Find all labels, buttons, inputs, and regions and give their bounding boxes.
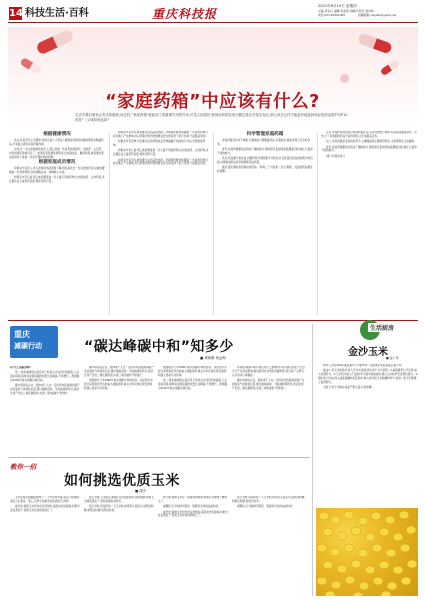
corn-kernels-icon — [316, 508, 418, 596]
paragraph: 看颗粒:玉米粒排列紧密、饱满有光泽的品质较好。 — [163, 505, 221, 509]
carbon-kicker-badge — [10, 326, 58, 358]
carbon-column-2 — [84, 366, 154, 454]
paragraph: 总之,家庭药箱是家庭的好帮手,合理储备和正确使用药品,才能保障家人的健康。 — [326, 140, 417, 144]
page-number: 14 — [9, 8, 23, 19]
recipe-steps: 做法:1.将玉米粒洗净,放入开水中煮熟,捞出沥干水分备用。2.咸蛋黄用勺子压碎,加入料酒拌匀。3.玉米粒中加入干淀粉拌匀,锅中放油烧热,倒入玉米粒炸至金黄色捞出。4.锅中留少许油,放入咸蛋黄翻炒至起泡沫,倒入炸好的玉米粒翻炒均匀,使每一粒玉米都裹上蛋黄即可。 — [318, 369, 418, 384]
kicker-theme: 减碳行动 — [14, 342, 42, 350]
corn-column-1 — [10, 496, 80, 596]
paragraph: 碳中和是指企业、团体或个人在一定时间内直接或间接产生的温室气体排放总量,通过植树造林、节能减排等形式,抵消自身产生的二氧化碳排放,实现二氧化碳的"零排放"。 — [84, 366, 154, 377]
paragraph: 其实,并没有什么所谓的"家庭必备十大药品",根据家庭情况的健康情况来储备药品,才是最合适的家庭药箱选择。 — [9, 138, 104, 146]
paragraph: 如果家中有孕妇,就需要注意药品的选择。孕期用药要非常谨慎,一些常用药物可能对胎儿产生影响,所以药箱中的药物需要在医生的指导下进行选择,不能随意用药。 — [113, 131, 209, 138]
paragraph: 最后,要定期检查药箱中的药品,一般每三个月检查一次,过期的、变质的药品要及时清理。 — [217, 166, 313, 174]
paragraph: 看外皮:新鲜玉米的外皮呈翠绿色,摸起来比较湿润;如果外皮发黄发干,说明玉米存放时间较长了。 — [158, 510, 228, 518]
paragraph: 答:二氧化碳排放总量在某个时间点达到历史最高值,之后逐步回落,简单来说就是碳排放量达到峰值,不再增长。我国提出2030年前实现碳达峰目标。 — [10, 371, 80, 382]
paragraph: 其次,药品要分类存放,内服药和外用药要分开存放,并且保留好药品的说明书和包装,以便查看药品的有效期和用法用量。 — [217, 157, 313, 164]
paragraph: (据《科普时报》) — [326, 154, 345, 158]
editor-credit: 主编:邓发兴 编辑:张迎新 刘晓洋 版式:刘中鸣 — [318, 9, 374, 13]
paragraph: 看玉米须:玉米须呈浅褐色且比较湿润的,说明新鲜;如果玉米须变黑变干,说明采摘时间较长。 — [84, 496, 154, 503]
subheading-management: 科学管理家庭药箱 — [246, 132, 284, 137]
medicine-column-1 — [9, 131, 105, 317]
medicine-column-4 — [321, 131, 417, 317]
paragraph: 首先,家庭药箱要放在阴凉干燥的地方,避免阳光直射和高温潮湿,同时放在儿童拿不到的地方。 — [217, 147, 313, 155]
paragraph: 玉米是常见的粗粮食物之一,不光营养丰富,而且口感香甜,深受人们喜爱。那么,怎样才能挑选到优质的玉米呢? — [10, 496, 80, 503]
column-divider — [213, 133, 214, 315]
corn-column-2 — [84, 496, 154, 596]
kicker-city: 重庆 — [14, 330, 30, 339]
paragraph: 如果家中有儿童,那么就需要准备一些儿童专用的药物,比如退烧药、止咳药等,并且要注意儿童用药剂量,避免用药过量。 — [9, 176, 105, 184]
recipe-body — [318, 364, 418, 504]
paragraph: 如果家中有儿童,那么就需要准备一些儿童专用的药物,比如退烧药、止咳药等,并且要注意儿童用药剂量,避免用药过量。 — [113, 149, 209, 157]
carbon-column-1 — [10, 366, 80, 454]
question: 问:什么是碳达峰? — [10, 366, 31, 369]
carbon-column-4 — [232, 366, 306, 454]
recipe-ingredients: 材料:玉米粒200g,咸蛋黄3个,料酒3ml,干淀粉5g,色拉油适量,盐少许。 — [323, 364, 405, 367]
corn-column-4 — [232, 496, 306, 596]
masthead-rule — [8, 22, 418, 23]
recipe-byline: ■ 姜广军 — [386, 356, 399, 360]
paragraph: 掐玉米粒:用指甲掐一下玉米粒,如果有汁液流出,说明比较嫩;如果比较硬,说明比较老。 — [84, 505, 154, 512]
paragraph: 还有,中成药和西药联合使用时要注意,有些药物成分相同,容易造成重复用药。另外,过了有效期的药品不能再使用,也不能随意丢弃。 — [321, 131, 417, 138]
medicine-lede: 生活中我们难免会有头疼脑热,而这时,“家庭药箱"就起到了很重要作用的作用,可是,目前我们家庭用药的存放问题还是存在很多误区,那么该怎么样才能更好地选择和存放药品呢?TOP10药品"《又该如何选择? — [75, 113, 348, 122]
paragraph: 闻气味:新鲜玉米有一股清香的味道,如果有异味就不要购买了。 — [158, 496, 227, 503]
medicine-column-3 — [217, 131, 313, 317]
paragraph: 看外皮:新鲜玉米的外皮呈翠绿色,摸起来比较湿润;如果外皮发黄发干,说明玉米存放时间较长了。 — [10, 505, 80, 512]
column-divider — [317, 133, 318, 315]
corn-byline: ■ 谭杰 — [135, 489, 147, 493]
carbon-byline: ■ 黄晓琳 杨远梅 — [200, 356, 226, 360]
paragraph: 如果家中有宠物,还需要注意把药箱放在宠物接触不到的地方,防止宠物误食药物。 — [113, 140, 206, 147]
paragraph: 碳中和是指企业、团体或个人在一定时间内直接或间接产生的温室气体排放总量,通过植树造林、节能减排等形式,抵消自身产生的二氧化碳排放,实现二氧化碳的"零排放"。 — [10, 384, 80, 395]
section-rule — [8, 320, 418, 321]
corn-headline: 如何挑选优质玉米 — [64, 473, 180, 489]
medicine-headline: “家庭药箱”中应该有什么? — [105, 92, 320, 112]
carbon-column-3 — [158, 366, 228, 454]
paragraph: 掐玉米粒:用指甲掐一下玉米粒,如果有汁液流出,说明比较嫩;如果比较硬,说明比较老。 — [232, 496, 306, 503]
section-rule — [8, 457, 310, 458]
contact-phone: 电话:023-63301000 — [318, 13, 346, 17]
kitchen-section-label: 生活厨房 — [370, 325, 395, 332]
issue-date: 2021年6月10日 星期四 — [318, 4, 357, 8]
paragraph: 碳中和是指企业、团体或个人在一定时间内直接或间接产生的温室气体排放总量,通过植树造林、节能减排等形式,抵消自身产生的二氧化碳排放,实现二氧化碳的"零排放"。 — [232, 378, 305, 390]
paper-logo: 重庆科技报 — [152, 7, 218, 21]
subheading-health: 根据健康情况 — [43, 132, 71, 137]
corn-dish-photo — [316, 508, 418, 596]
sidebar-divider — [312, 324, 313, 596]
section-title: 科技生活·百科 — [25, 8, 89, 19]
subheading-family-members: 根据家庭成员情况 — [38, 160, 76, 166]
corn-column-3 — [158, 496, 228, 596]
recipe-title: 金沙玉米 — [348, 347, 388, 358]
paragraph: 比如,有一家全是健康的成年人,那么准备一些常见的感冒药、退烧药、止泻药、外用消毒药等就可以了。如果家里有慢性病患者,比如高血压、糖尿病等,就需要在医生的指导下常备一些治疗慢性病的药物。 — [9, 147, 105, 159]
paragraph: 看颗粒:玉米粒排列紧密、饱满有光泽的品质较好。 — [237, 505, 295, 509]
contact-email: 投稿邮箱:cqkjbao@yeah.net — [358, 13, 397, 17]
recipe-tips: 小贴士:炸玉米粒时油温不要太高,以免炸糊。 — [323, 386, 374, 390]
paragraph: 我国提出力争2060年前实现碳中和的目标。这是党中央经过深思熟虑作出的重大战略决策,事关中华民族永续发展和构建人类命运共同体。 — [84, 378, 153, 390]
paragraph: 家庭药箱其实并不神秘,只要做到合理储备药品,定期检查,就能发挥它应有的作用。 — [217, 138, 311, 146]
paragraph: 首先,家庭药箱要放在阴凉干燥的地方,避免阳光直射和高温潮湿,同时放在儿童拿不到的地方。 — [321, 145, 417, 153]
carbon-headline: “碳达峰碳中和”知多少 — [84, 339, 234, 355]
medicine-column-2 — [113, 131, 209, 317]
corn-kicker: 教你一招 — [10, 463, 36, 471]
paragraph: 如果家中有老人,老人的身体机能逐渐下降,很容易发生一些突发的状况,这就需要储备一些急救药物,比如硝酸甘油、速效救心丸等。 — [9, 167, 105, 174]
tablet-icon — [340, 74, 349, 83]
column-divider — [109, 133, 110, 315]
paragraph: 我国提出力争2060年前实现碳中和的目标。这是党中央经过深思熟虑作出的重大战略决策,事关中华民族永续发展和构建人类命运共同体。 — [158, 366, 227, 377]
paragraph: 问:碳达峰碳中和对我们有什么影响?答:将对我们的生产生活方式产生深远影响,推动经济社会绿色低碳转型,我们每个人都可以从身边小事做起。 — [232, 366, 305, 377]
paragraph: 答:二氧化碳排放总量在某个时间点达到历史最高值,之后逐步回落,简单来说就是碳排放量达到峰值,不再增长。我国提出2030年前实现碳达峰目标。 — [158, 378, 228, 390]
paragraph: 如果家中有孕妇,就需要注意药品的选择。孕期用药要非常谨慎,一些常用药物可能对胎儿产生影响,所以药箱中的药物需要在医生的指导下进行选择,不能随意用药。 — [113, 158, 209, 166]
